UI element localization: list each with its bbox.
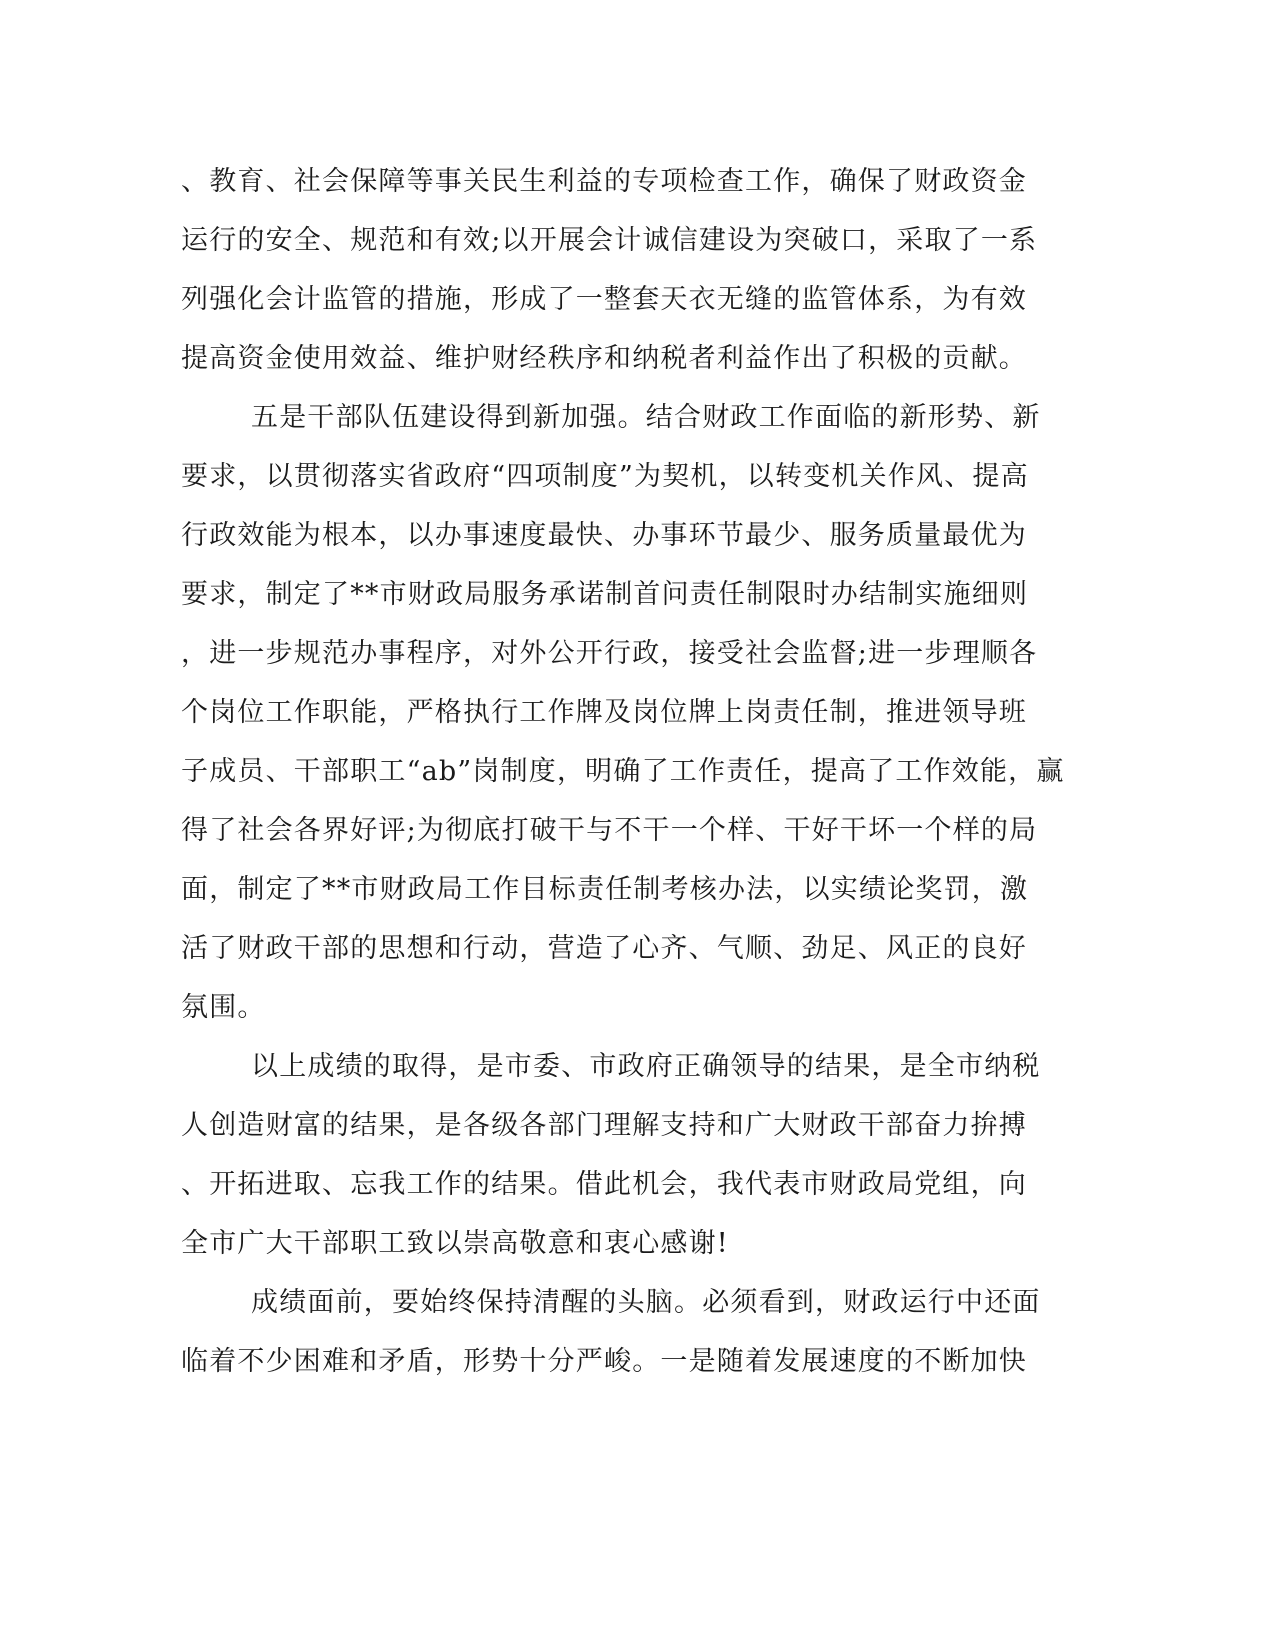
text-line: 子成员、干部职工“ab”岗制度，明确了工作责任，提高了工作效能，赢 bbox=[181, 756, 1065, 787]
text-line: 提高资金使用效益、维护财经秩序和纳税者利益作出了积极的贡献。 bbox=[181, 343, 1027, 374]
text-line: 个岗位工作职能，严格执行工作牌及岗位牌上岗责任制，推进领导班 bbox=[181, 697, 1027, 728]
paragraph-start-line: 以上成绩的取得，是市委、市政府正确领导的结果，是全市纳税 bbox=[251, 1051, 1041, 1082]
text-line: 人创造财富的结果，是各级各部门理解支持和广大财政干部奋力拚搏 bbox=[181, 1110, 1027, 1141]
text-line: 要求，制定了**市财政局服务承诺制首问责任制限时办结制实施细则 bbox=[181, 579, 1029, 610]
text-line: 活了财政干部的思想和行动，营造了心齐、气顺、劲足、风正的良好 bbox=[181, 933, 1027, 964]
text-line: 全市广大干部职工致以崇高敬意和衷心感谢! bbox=[181, 1228, 729, 1259]
text-line: 、教育、社会保障等事关民生利益的专项检查工作，确保了财政资金 bbox=[181, 166, 1027, 197]
text-line: 氛围。 bbox=[181, 992, 266, 1023]
text-line: ，进一步规范办事程序，对外公开行政，接受社会监督;进一步理顺各 bbox=[181, 638, 1038, 669]
text-line: 行政效能为根本，以办事速度最快、办事环节最少、服务质量最优为 bbox=[181, 520, 1027, 551]
text-line: 运行的安全、规范和有效;以开展会计诚信建设为突破口，采取了一系 bbox=[181, 225, 1038, 256]
text-line: 临着不少困难和矛盾，形势十分严峻。一是随着发展速度的不断加快 bbox=[181, 1346, 1027, 1377]
text-line: 面，制定了**市财政局工作目标责任制考核办法，以实绩论奖罚，激 bbox=[181, 874, 1029, 905]
paragraph-start-line: 成绩面前，要始终保持清醒的头脑。必须看到，财政运行中还面 bbox=[251, 1287, 1041, 1318]
text-line: 列强化会计监管的措施，形成了一整套天衣无缝的监管体系，为有效 bbox=[181, 284, 1027, 315]
text-line: 得了社会各界好评;为彻底打破干与不干一个样、干好干坏一个样的局 bbox=[181, 815, 1038, 846]
text-line: 要求，以贯彻落实省政府“四项制度”为契机，以转变机关作风、提高 bbox=[181, 461, 1029, 492]
text-line: 、开拓进取、忘我工作的结果。借此机会，我代表市财政局党组，向 bbox=[181, 1169, 1027, 1200]
paragraph-start-line: 五是干部队伍建设得到新加强。结合财政工作面临的新形势、新 bbox=[251, 402, 1041, 433]
